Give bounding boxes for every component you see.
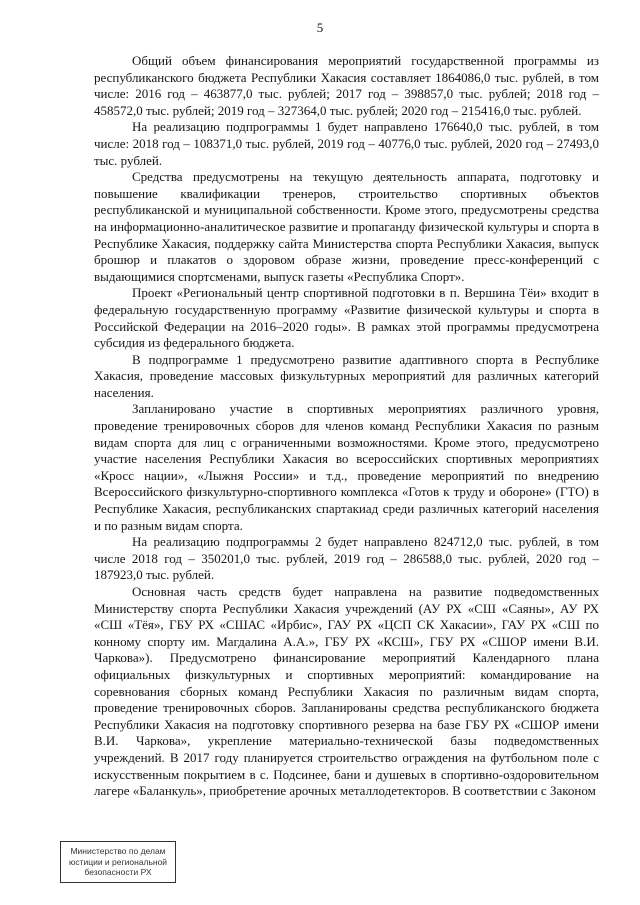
paragraph-regional-center-project: Проект «Региональный центр спортивной подготовки в п. Вершина Тёи» входит в федеральную государственную программу «Развитие физической культуры и спорта в Российской Федерации на 2016–2020 годы». В рамках этой программы предусмотрена субсидия из федерального бюджета. <box>94 285 599 351</box>
paragraph-institutions: Основная часть средств будет направлена на развитие подведомственных Министерству спорта Республики Хакасия учреждений (АУ РХ «СШ «Саяны», АУ РХ «СШ «Тёя», ГБУ РХ «СШАС «Ирбис», ГАУ РХ «ЦСП СК Хакасии», ГАУ РХ «СШ по конному спорту им. Магдалина А.А.», ГБУ РХ «КСШ», ГБУ РХ «СШОР имени В.И. Чаркова»). Предусмотрено финансирование мероприятий Календарного плана официальных физкультурных и спортивных мероприятий: командирование на соревнования сборных команд Республики Хакасия по различным видам спорта, проведение тренировочных сборов. Запланированы средства республиканского бюджета Республики Хакасия на подготовку спортивного резерва на базе ГБУ РХ «СШОР имени В.И. Чаркова», укрепление материально-технической базы подведомственных учреждений. В 2017 году планируется строительство ограждения на футбольном поле с искусственным покрытием в с. Подсинее, бани и душевых в спортивно-оздоровительном лагере «Баланкуль», приобретение арочных металлодетекторов. В соответствии с Законом <box>94 584 599 799</box>
paragraph-expenses: Средства предусмотрены на текущую деятельность аппарата, подготовку и повышение квалификации тренеров, строительство спортивных объектов республиканской и муниципальной собственности. Кроме этого, предусмотрены средства на информационно-аналитическое развитие и пропаганду физической культуры и спорта в Республике Хакасия, поддержку сайта Министерства спорта Республики Хакасия, выпуск брошюр и плакатов о здоровом образе жизни, проведение пресс-конференций с выдающимися спортсменами, выпуск газеты «Республика Спорт». <box>94 169 599 284</box>
document-body <box>94 53 599 800</box>
paragraph-planned-events: Запланировано участие в спортивных мероприятиях различного уровня, проведение тренировочных сборов для членов команд Республики Хакасия по разным видам спорта для лиц с ограниченными возможностями. Кроме этого, предусмотрено участие населения Республики Хакасия во всероссийских спортивных мероприятиях «Кросс нации», «Лыжня России» и т.д., проведение мероприятий по внедрению Всероссийского физкультурно-спортивного комплекса «Готов к труду и обороне» (ГТО) в Республике Хакасия, республиканских спартакиад среди различных категорий населения и по разным видам спорта. <box>94 401 599 533</box>
stamp-line: юстиции и региональной <box>68 856 168 867</box>
page-number: 5 <box>316 20 324 35</box>
stamp-line: безопасности РХ <box>84 867 152 877</box>
paragraph-total-funding: Общий объем финансирования мероприятий государственной программы из республиканского бюджета Республики Хакасия составляет 1864086,0 тыс. рублей, в том числе: 2016 год – 463877,0 тыс. рублей; 2017 год – 398857,0 тыс. рублей; 2018 год – 458572,0 тыс. рублей; 2019 год – 327364,0 тыс. рублей; 2020 год – 215416,0 тыс. рублей. <box>94 53 599 118</box>
paragraph-subprogram-2-funding: На реализацию подпрограммы 2 будет направлено 824712,0 тыс. рублей, в том числе 2018 год – 350201,0 тыс. рублей, 2019 год – 286588,0 тыс. рублей, 2020 год – 187923,0 тыс. рублей. <box>94 534 599 583</box>
paragraph-adaptive-sport: В подпрограмме 1 предусмотрено развитие адаптивного спорта в Республике Хакасия, проведение массовых физкультурных мероприятий для различных категорий населения. <box>94 351 599 400</box>
stamp-line: Министерство по делам <box>70 846 166 856</box>
registration-stamp <box>60 841 176 883</box>
paragraph-subprogram-1-funding: На реализацию подпрограммы 1 будет направлено 176640,0 тыс. рублей, в том числе: 2018 год – 108371,0 тыс. рублей, 2019 год – 40776,0 тыс. рублей, 2020 год – 27493,0 тыс. рублей. <box>94 119 599 168</box>
